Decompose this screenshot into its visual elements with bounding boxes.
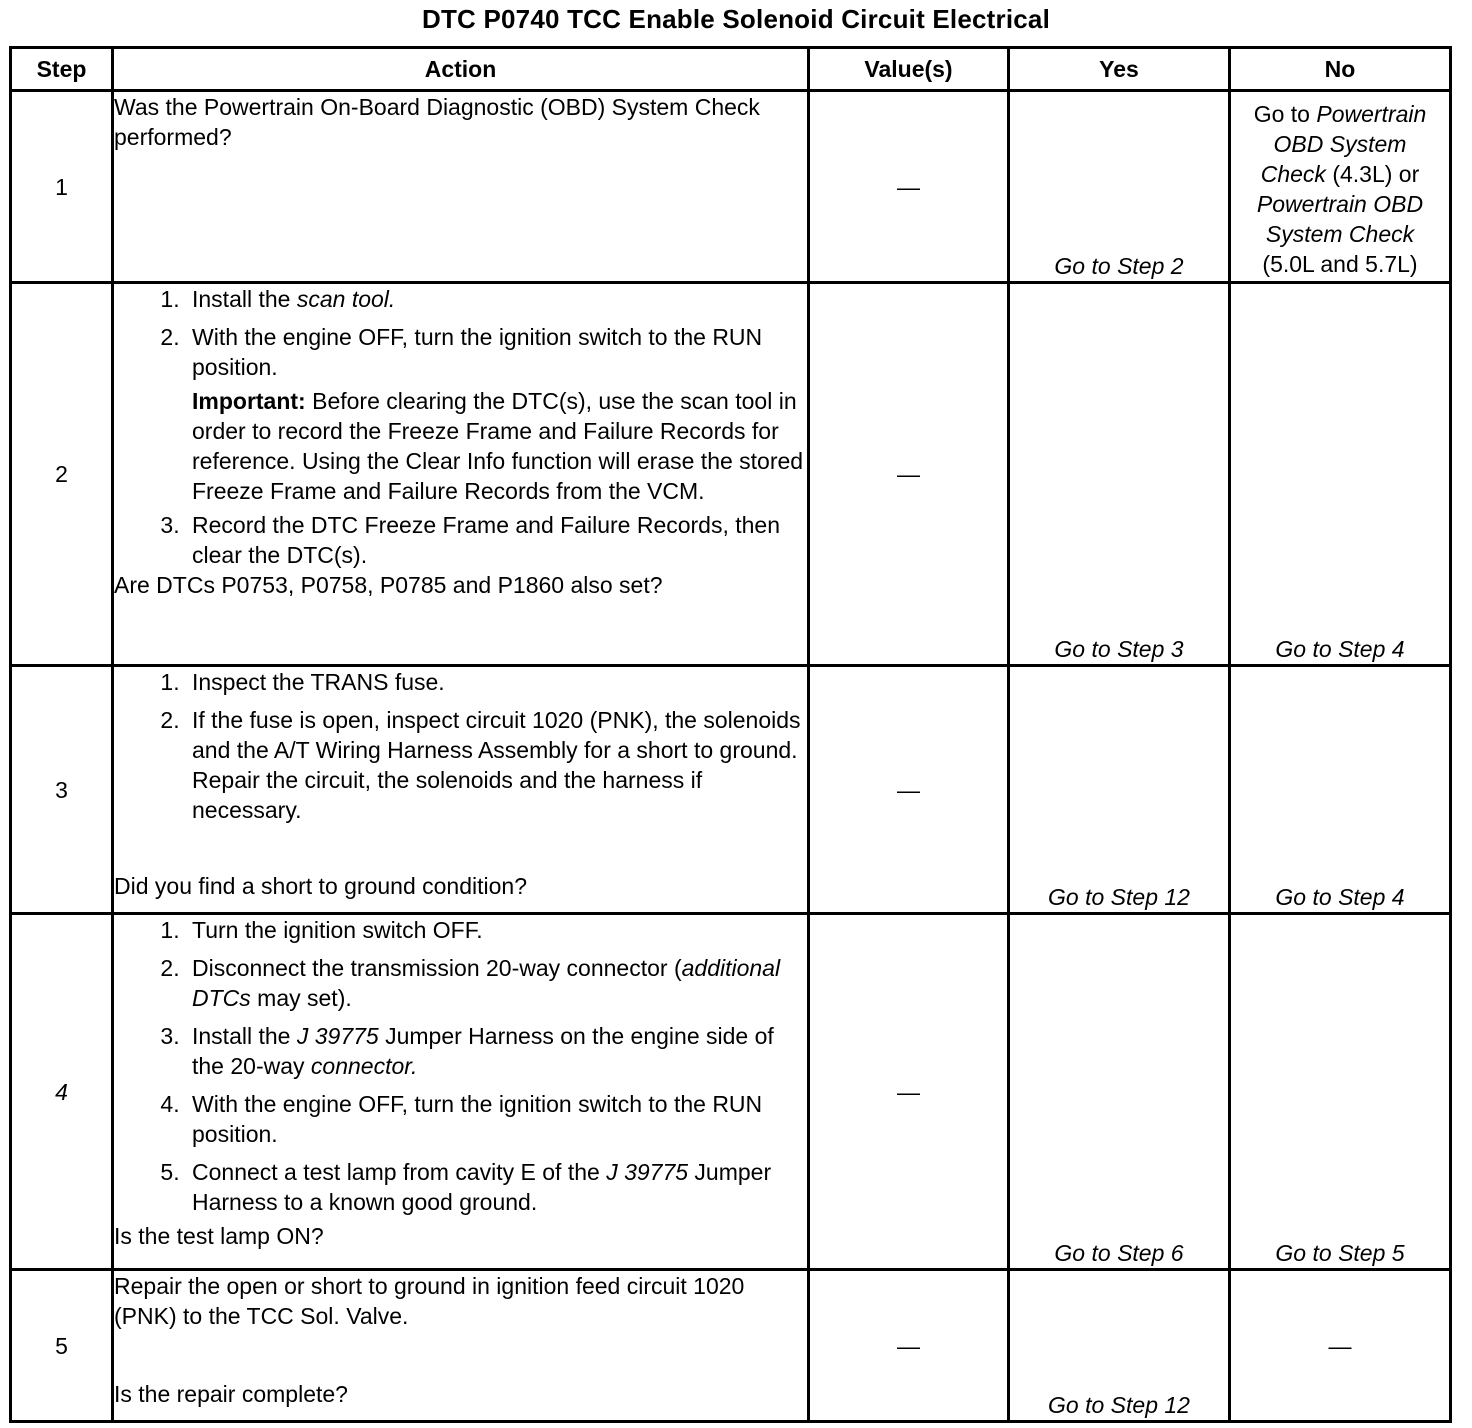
step-number: 5: [11, 1270, 113, 1422]
important-text: Before clearing the DTC(s), use the scan tool in order to record the Freeze Frame and Failure Records for reference. Using the Clear Info function will erase the stored Freeze Frame and Failure Records from the VCM.: [192, 388, 804, 504]
no-link[interactable]: Go to Step 4: [1275, 636, 1405, 662]
no-link[interactable]: Go to Step 4: [1275, 884, 1405, 910]
no-prefix: Go to: [1253, 101, 1317, 127]
list-item: 3. Install the J 39775 Jumper Harness on the engine side of the 20-way connector.: [186, 1021, 807, 1081]
yes-link[interactable]: Go to Step 3: [1054, 636, 1184, 662]
action-list: [114, 915, 807, 1217]
action-text: Repair the open or short to ground in ignition feed circuit 1020 (PNK) to the TCC Sol. Valve.: [114, 1273, 745, 1329]
diagnostic-table: [9, 46, 1452, 1423]
no-cell: [1230, 914, 1451, 1270]
value-cell: —: [809, 914, 1009, 1270]
action-question: Are DTCs P0753, P0758, P0785 and P1860 also set?: [114, 572, 663, 598]
no-cell: [1230, 283, 1451, 666]
step-number: 1: [11, 91, 113, 283]
list-item: 1. Install the scan tool.: [186, 284, 807, 314]
yes-cell: [1009, 91, 1230, 283]
list-item: 1. Turn the ignition switch OFF.: [186, 915, 807, 945]
value-cell: —: [809, 666, 1009, 914]
yes-link[interactable]: Go to Step 2: [1054, 253, 1184, 279]
important-label: Important:: [192, 388, 306, 414]
yes-cell: [1009, 666, 1230, 914]
no-link[interactable]: Go to Step 5: [1275, 1240, 1405, 1266]
action-question: Did you find a short to ground condition?: [114, 873, 527, 899]
action-list: [114, 667, 807, 825]
no-cell: —: [1230, 1270, 1451, 1422]
header-step: Step: [11, 48, 113, 91]
action-cell: [113, 91, 809, 283]
list-item: 4. With the engine OFF, turn the ignition switch to the RUN position.: [186, 1089, 807, 1149]
header-action: Action: [113, 48, 809, 91]
list-item: 5. Connect a test lamp from cavity E of the J 39775 Jumper Harness to a known good ground.: [186, 1157, 807, 1217]
yes-cell: [1009, 914, 1230, 1270]
header-values: Value(s): [809, 48, 1009, 91]
list-item: 2. Disconnect the transmission 20-way connector (additional DTCs may set).: [186, 953, 807, 1013]
header-row: [11, 48, 1451, 91]
action-question: Is the repair complete?: [114, 1381, 348, 1407]
action-list: [114, 284, 807, 382]
step-number: 3: [11, 666, 113, 914]
no-cell: [1230, 666, 1451, 914]
action-question: Was the Powertrain On-Board Diagnostic (OBD) System Check performed?: [114, 94, 760, 150]
header-yes: Yes: [1009, 48, 1230, 91]
no-link-obd-check-43[interactable]: Powertrain OBD System Check: [1260, 101, 1427, 187]
action-question: Is the test lamp ON?: [114, 1223, 324, 1249]
action-cell: [113, 666, 809, 914]
list-item: 2. If the fuse is open, inspect circuit 1020 (PNK), the solenoids and the A/T Wiring Harness Assembly for a short to ground. Repair the circuit, the solenoids and the harness if necessary.: [186, 705, 807, 825]
no-cell: [1230, 91, 1451, 283]
list-item: 3. Record the DTC Freeze Frame and Failure Records, then clear the DTC(s).: [186, 510, 807, 570]
document-title: DTC P0740 TCC Enable Solenoid Circuit Electrical: [422, 4, 1050, 34]
action-cell: [113, 914, 809, 1270]
important-note: [186, 386, 807, 506]
yes-link[interactable]: Go to Step 6: [1054, 1240, 1184, 1266]
yes-link[interactable]: Go to Step 12: [1048, 884, 1190, 910]
table-row-step-2: [11, 283, 1451, 666]
list-item: 2. With the engine OFF, turn the ignition switch to the RUN position.: [186, 322, 807, 382]
table-row-step-3: [11, 666, 1451, 914]
value-cell: —: [809, 91, 1009, 283]
yes-link[interactable]: Go to Step 12: [1048, 1392, 1190, 1418]
table-row-step-1: [11, 91, 1451, 283]
no-link-obd-check-50[interactable]: Powertrain OBD System Check: [1256, 191, 1424, 247]
value-cell: —: [809, 1270, 1009, 1422]
value-cell: —: [809, 283, 1009, 666]
no-suffix: (5.0L and 5.7L): [1262, 251, 1418, 277]
table-row-step-5: [11, 1270, 1451, 1422]
action-cell: [113, 1270, 809, 1422]
yes-cell: [1009, 1270, 1230, 1422]
header-no: No: [1230, 48, 1451, 91]
yes-cell: [1009, 283, 1230, 666]
step-number: 2: [11, 283, 113, 666]
list-item: 1. Inspect the TRANS fuse.: [186, 667, 807, 697]
table-row-step-4: [11, 914, 1451, 1270]
no-mid: (4.3L) or: [1325, 161, 1420, 187]
action-cell: [113, 283, 809, 666]
step-number: 4: [11, 914, 113, 1270]
action-list: [114, 510, 807, 570]
